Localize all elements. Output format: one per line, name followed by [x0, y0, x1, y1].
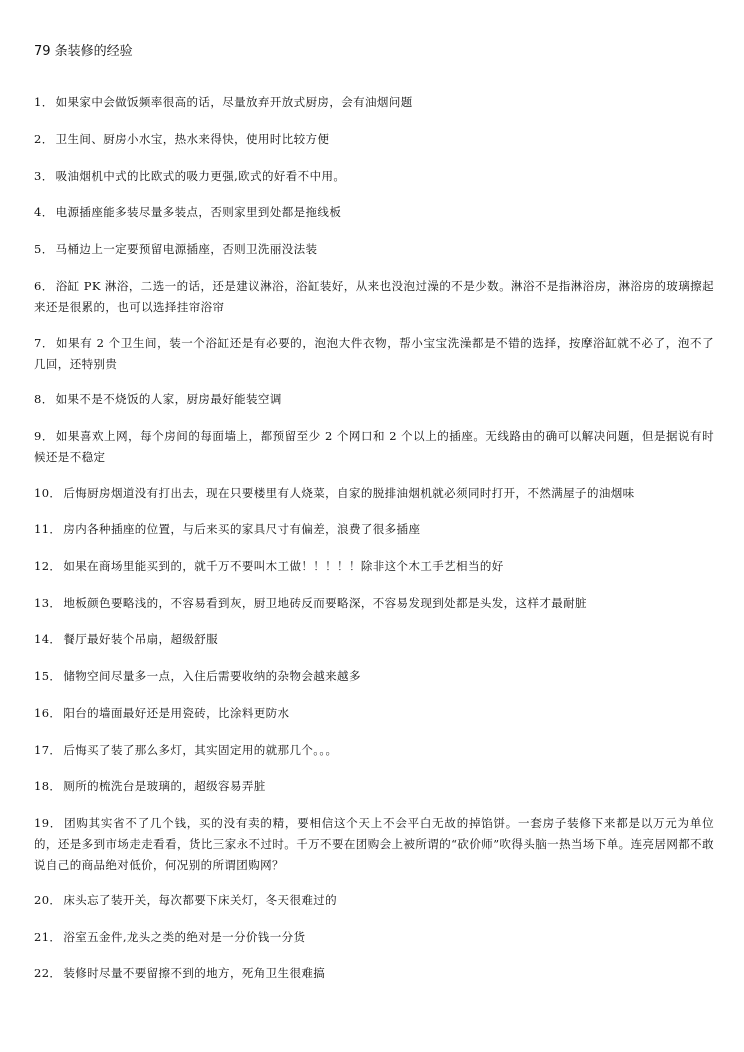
item-number: 12． — [34, 559, 62, 573]
item-text: 房内各种插座的位置，与后来买的家具尺寸有偏差，浪费了很多插座 — [63, 522, 421, 536]
item-text: 浴缸 PK 淋浴，二选一的话，还是建议淋浴，浴缸装好，从来也没泡过澡的不是少数。淋浴不是指淋浴房，淋浴房的玻璃擦起来还是很累的，也可以选择挂帘浴帘 — [34, 279, 715, 314]
list-item — [34, 963, 714, 984]
item-number: 9． — [34, 429, 54, 443]
list-item — [34, 703, 714, 724]
item-number: 6． — [34, 279, 54, 293]
item-text: 阳台的墙面最好还是用瓷砖，比涂料更防水 — [63, 706, 290, 720]
item-number: 16． — [34, 706, 62, 720]
item-text: 床头忘了装开关，每次都要下床关灯，冬天很难过的 — [63, 893, 338, 907]
item-text: 后悔买了装了那么多灯，其实固定用的就那几个。。。 — [63, 743, 338, 757]
list-item — [34, 239, 714, 260]
item-text: 地板颜色要略浅的，不容易看到灰，厨卫地砖反而要略深，不容易发现到处都是头发，这样才最耐脏 — [63, 596, 587, 610]
item-number: 8． — [34, 392, 54, 406]
list-item — [34, 483, 714, 504]
item-number: 4． — [34, 205, 54, 219]
item-number: 17． — [34, 743, 62, 757]
list-item — [34, 629, 714, 650]
item-text: 后悔厨房烟道没有打出去，现在只要楼里有人烧菜，自家的脱排油烟机就必须同时打开，不然满屋子的油烟味 — [63, 486, 635, 500]
item-number: 1． — [34, 95, 54, 109]
list-item — [34, 666, 714, 687]
item-number: 19． — [34, 816, 63, 830]
item-number: 20． — [34, 893, 62, 907]
item-text: 如果不是不烧饭的人家，厨房最好能装空调 — [55, 392, 282, 406]
list-item — [34, 890, 714, 911]
item-number: 2． — [34, 132, 54, 146]
item-text: 储物空间尽量多一点，入住后需要收纳的杂物会越来越多 — [63, 669, 361, 683]
item-text: 如果在商场里能买到的，就千万不要叫木工做！！！！！除非这个木工手艺相当的好 — [63, 559, 504, 573]
list-item — [34, 740, 714, 761]
item-text: 如果喜欢上网，每个房间的每面墙上，都预留至少 2 个网口和 2 个以上的插座。无线路由的确可以解决问题，但是据说有时候还是不稳定 — [34, 429, 714, 464]
list-item — [34, 927, 714, 948]
item-text: 电源插座能多装尽量多装点，否则家里到处都是拖线板 — [55, 205, 342, 219]
item-number: 7． — [34, 336, 55, 350]
list-item — [34, 519, 714, 540]
list-item — [34, 202, 714, 223]
item-number: 22． — [34, 966, 62, 980]
item-number: 10． — [34, 486, 62, 500]
item-number: 18． — [34, 779, 62, 793]
item-text: 卫生间、厨房小水宝，热水来得快，使用时比较方便 — [55, 132, 330, 146]
item-number: 5． — [34, 242, 54, 256]
list-item — [34, 276, 714, 318]
document-title: 79 条装修的经验 — [34, 44, 133, 59]
list-item — [34, 92, 714, 113]
list-item — [34, 556, 714, 577]
item-number: 14． — [34, 632, 62, 646]
item-number: 15． — [34, 669, 62, 683]
list-item — [34, 129, 714, 150]
list-item — [34, 813, 714, 876]
item-number: 13． — [34, 596, 62, 610]
item-text: 马桶边上一定要预留电源插座，否则卫洗丽没法装 — [55, 242, 318, 256]
list-item — [34, 776, 714, 797]
item-text: 厕所的梳洗台是玻璃的，超级容易弄脏 — [63, 779, 266, 793]
list-item — [34, 166, 714, 187]
item-text: 团购其实省不了几个钱，买的没有卖的精，要相信这个天上不会平白无故的掉馅饼。一套房子装修下来都是以万元为单位的，还是多到市场走走看看，货比三家永不过时。千万不要在团购会上被所谓的“砍价师”吹得头脑一热当场下单。连亮居网都不敢说自己的商品绝对低价，何况别的所谓团购网？ — [34, 816, 714, 872]
item-number: 3． — [34, 169, 54, 183]
item-text: 如果有 2 个卫生间，装一个浴缸还是有必要的，泡泡大件衣物，帮小宝宝洗澡都是不错的选择，按摩浴缸就不必了，泡不了几回，还特别贵 — [34, 336, 714, 371]
item-number: 21． — [34, 930, 62, 944]
item-text: 浴室五金件,龙头之类的绝对是一分价钱一分货 — [63, 930, 306, 944]
item-text: 餐厅最好装个吊扇，超级舒服 — [63, 632, 219, 646]
list-item — [34, 426, 714, 468]
item-text: 如果家中会做饭频率很高的话，尽量放弃开放式厨房，会有油烟问题 — [55, 95, 413, 109]
list-item — [34, 389, 714, 410]
list-item — [34, 593, 714, 614]
item-number: 11． — [34, 522, 62, 536]
list-item — [34, 333, 714, 375]
item-text: 装修时尽量不要留擦不到的地方，死角卫生很难搞 — [63, 966, 326, 980]
item-text: 吸油烟机中式的比欧式的吸力更强,欧式的好看不中用。 — [55, 169, 346, 183]
